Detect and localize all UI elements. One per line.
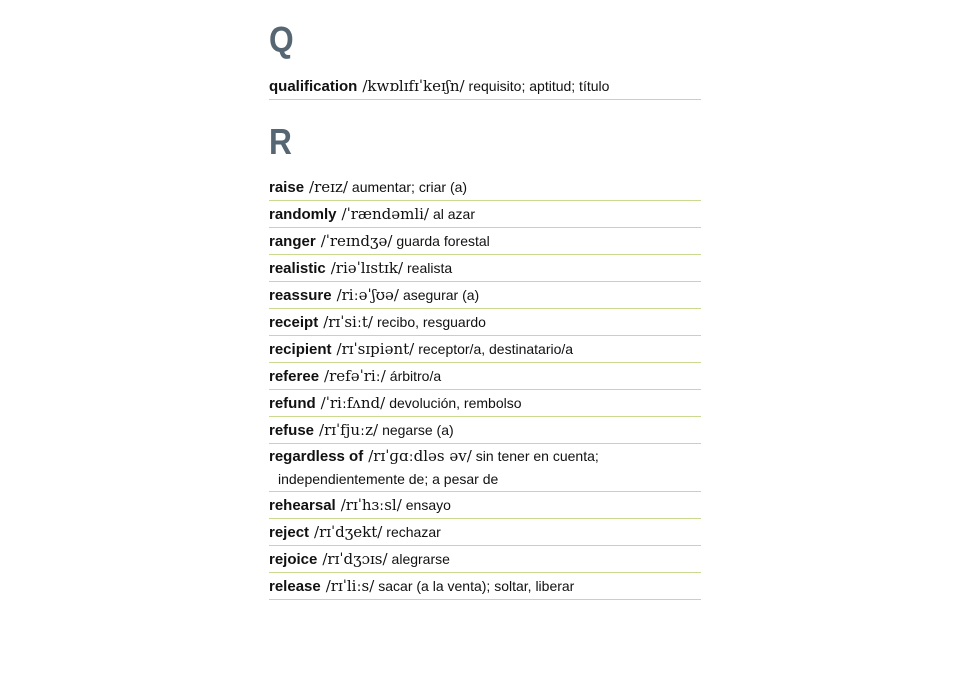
pronunciation: /rɪˈfjuːz/ [319, 421, 379, 439]
pronunciation: /riːəˈʃʊə/ [336, 286, 399, 304]
pronunciation: /ˈreɪndʒə/ [320, 232, 393, 250]
pronunciation: /kwɒlɪfɪˈkeɪʃn/ [362, 77, 465, 95]
headword: regardless of [269, 448, 364, 465]
translation: devolución, rembolso [389, 395, 522, 411]
translation: árbitro/a [389, 368, 442, 384]
glossary-entry-regardless-of [269, 444, 701, 492]
pronunciation: /rɪˈliːs/ [325, 577, 375, 595]
translation: asegurar (a) [402, 287, 480, 303]
headword: reassure [269, 287, 332, 304]
section-letter-r: R [269, 121, 292, 162]
pronunciation: /reɪz/ [309, 178, 348, 196]
translation: alegrarse [391, 551, 450, 567]
headword: refuse [269, 422, 315, 439]
translation: requisito; aptitud; título [468, 78, 610, 94]
glossary-entry-raise [269, 175, 701, 201]
headword: ranger [269, 233, 316, 250]
glossary-entry-recipient [269, 336, 701, 363]
headword: referee [269, 368, 320, 385]
translation: sin tener en cuenta; [475, 448, 599, 464]
glossary-entry-release [269, 573, 701, 600]
pronunciation: /rɪˈhɜːsl/ [340, 496, 402, 514]
glossary-column [269, 0, 701, 600]
entry-list-r [269, 175, 701, 600]
translation: guarda forestal [396, 233, 490, 249]
pronunciation: /rɪˈsiːt/ [323, 313, 373, 331]
pronunciation: /rɪˈdʒekt/ [314, 523, 383, 541]
headword: refund [269, 395, 316, 412]
translation: realista [407, 260, 453, 276]
headword: randomly [269, 206, 337, 223]
pronunciation: /ˈrændəmli/ [341, 205, 429, 223]
glossary-entry-rehearsal [269, 492, 701, 519]
pronunciation: /rɪˈsɪpiənt/ [336, 340, 415, 358]
section-q [269, 19, 701, 100]
glossary-entry-refuse [269, 417, 701, 444]
pronunciation: /riəˈlɪstɪk/ [330, 259, 404, 277]
translation: ensayo [405, 497, 451, 513]
section-letter-q: Q [269, 19, 294, 60]
pronunciation: /rɪˈɡɑːdləs əv/ [368, 447, 472, 465]
glossary-entry-referee [269, 363, 701, 390]
headword: release [269, 578, 321, 595]
pronunciation: /rɪˈdʒɔɪs/ [322, 550, 388, 568]
glossary-entry-receipt [269, 309, 701, 336]
translation: sacar (a la venta); soltar, liberar [378, 578, 575, 594]
headword: rehearsal [269, 497, 336, 514]
pronunciation: /refəˈriː/ [324, 367, 386, 385]
glossary-entry-refund [269, 390, 701, 417]
translation-continued: independientemente de; a pesar de [278, 471, 499, 487]
glossary-entry-ranger [269, 228, 701, 255]
translation: receptor/a, destinatario/a [418, 341, 574, 357]
translation: recibo, resguardo [376, 314, 486, 330]
headword: receipt [269, 314, 319, 331]
glossary-entry-realistic [269, 255, 701, 282]
headword: recipient [269, 341, 332, 358]
translation: al azar [432, 206, 476, 222]
glossary-entry-qualification [269, 74, 701, 100]
translation: rechazar [386, 524, 441, 540]
glossary-entry-randomly [269, 201, 701, 228]
headword: realistic [269, 260, 326, 277]
glossary-entry-reject [269, 519, 701, 546]
pronunciation: /ˈriːfʌnd/ [320, 394, 386, 412]
headword: reject [269, 524, 310, 541]
translation: aumentar; criar (a) [351, 179, 468, 195]
glossary-entry-reassure [269, 282, 701, 309]
headword: raise [269, 179, 305, 196]
section-r [269, 121, 701, 600]
headword: rejoice [269, 551, 318, 568]
translation: negarse (a) [382, 422, 454, 438]
headword: qualification [269, 78, 358, 95]
glossary-entry-rejoice [269, 546, 701, 573]
